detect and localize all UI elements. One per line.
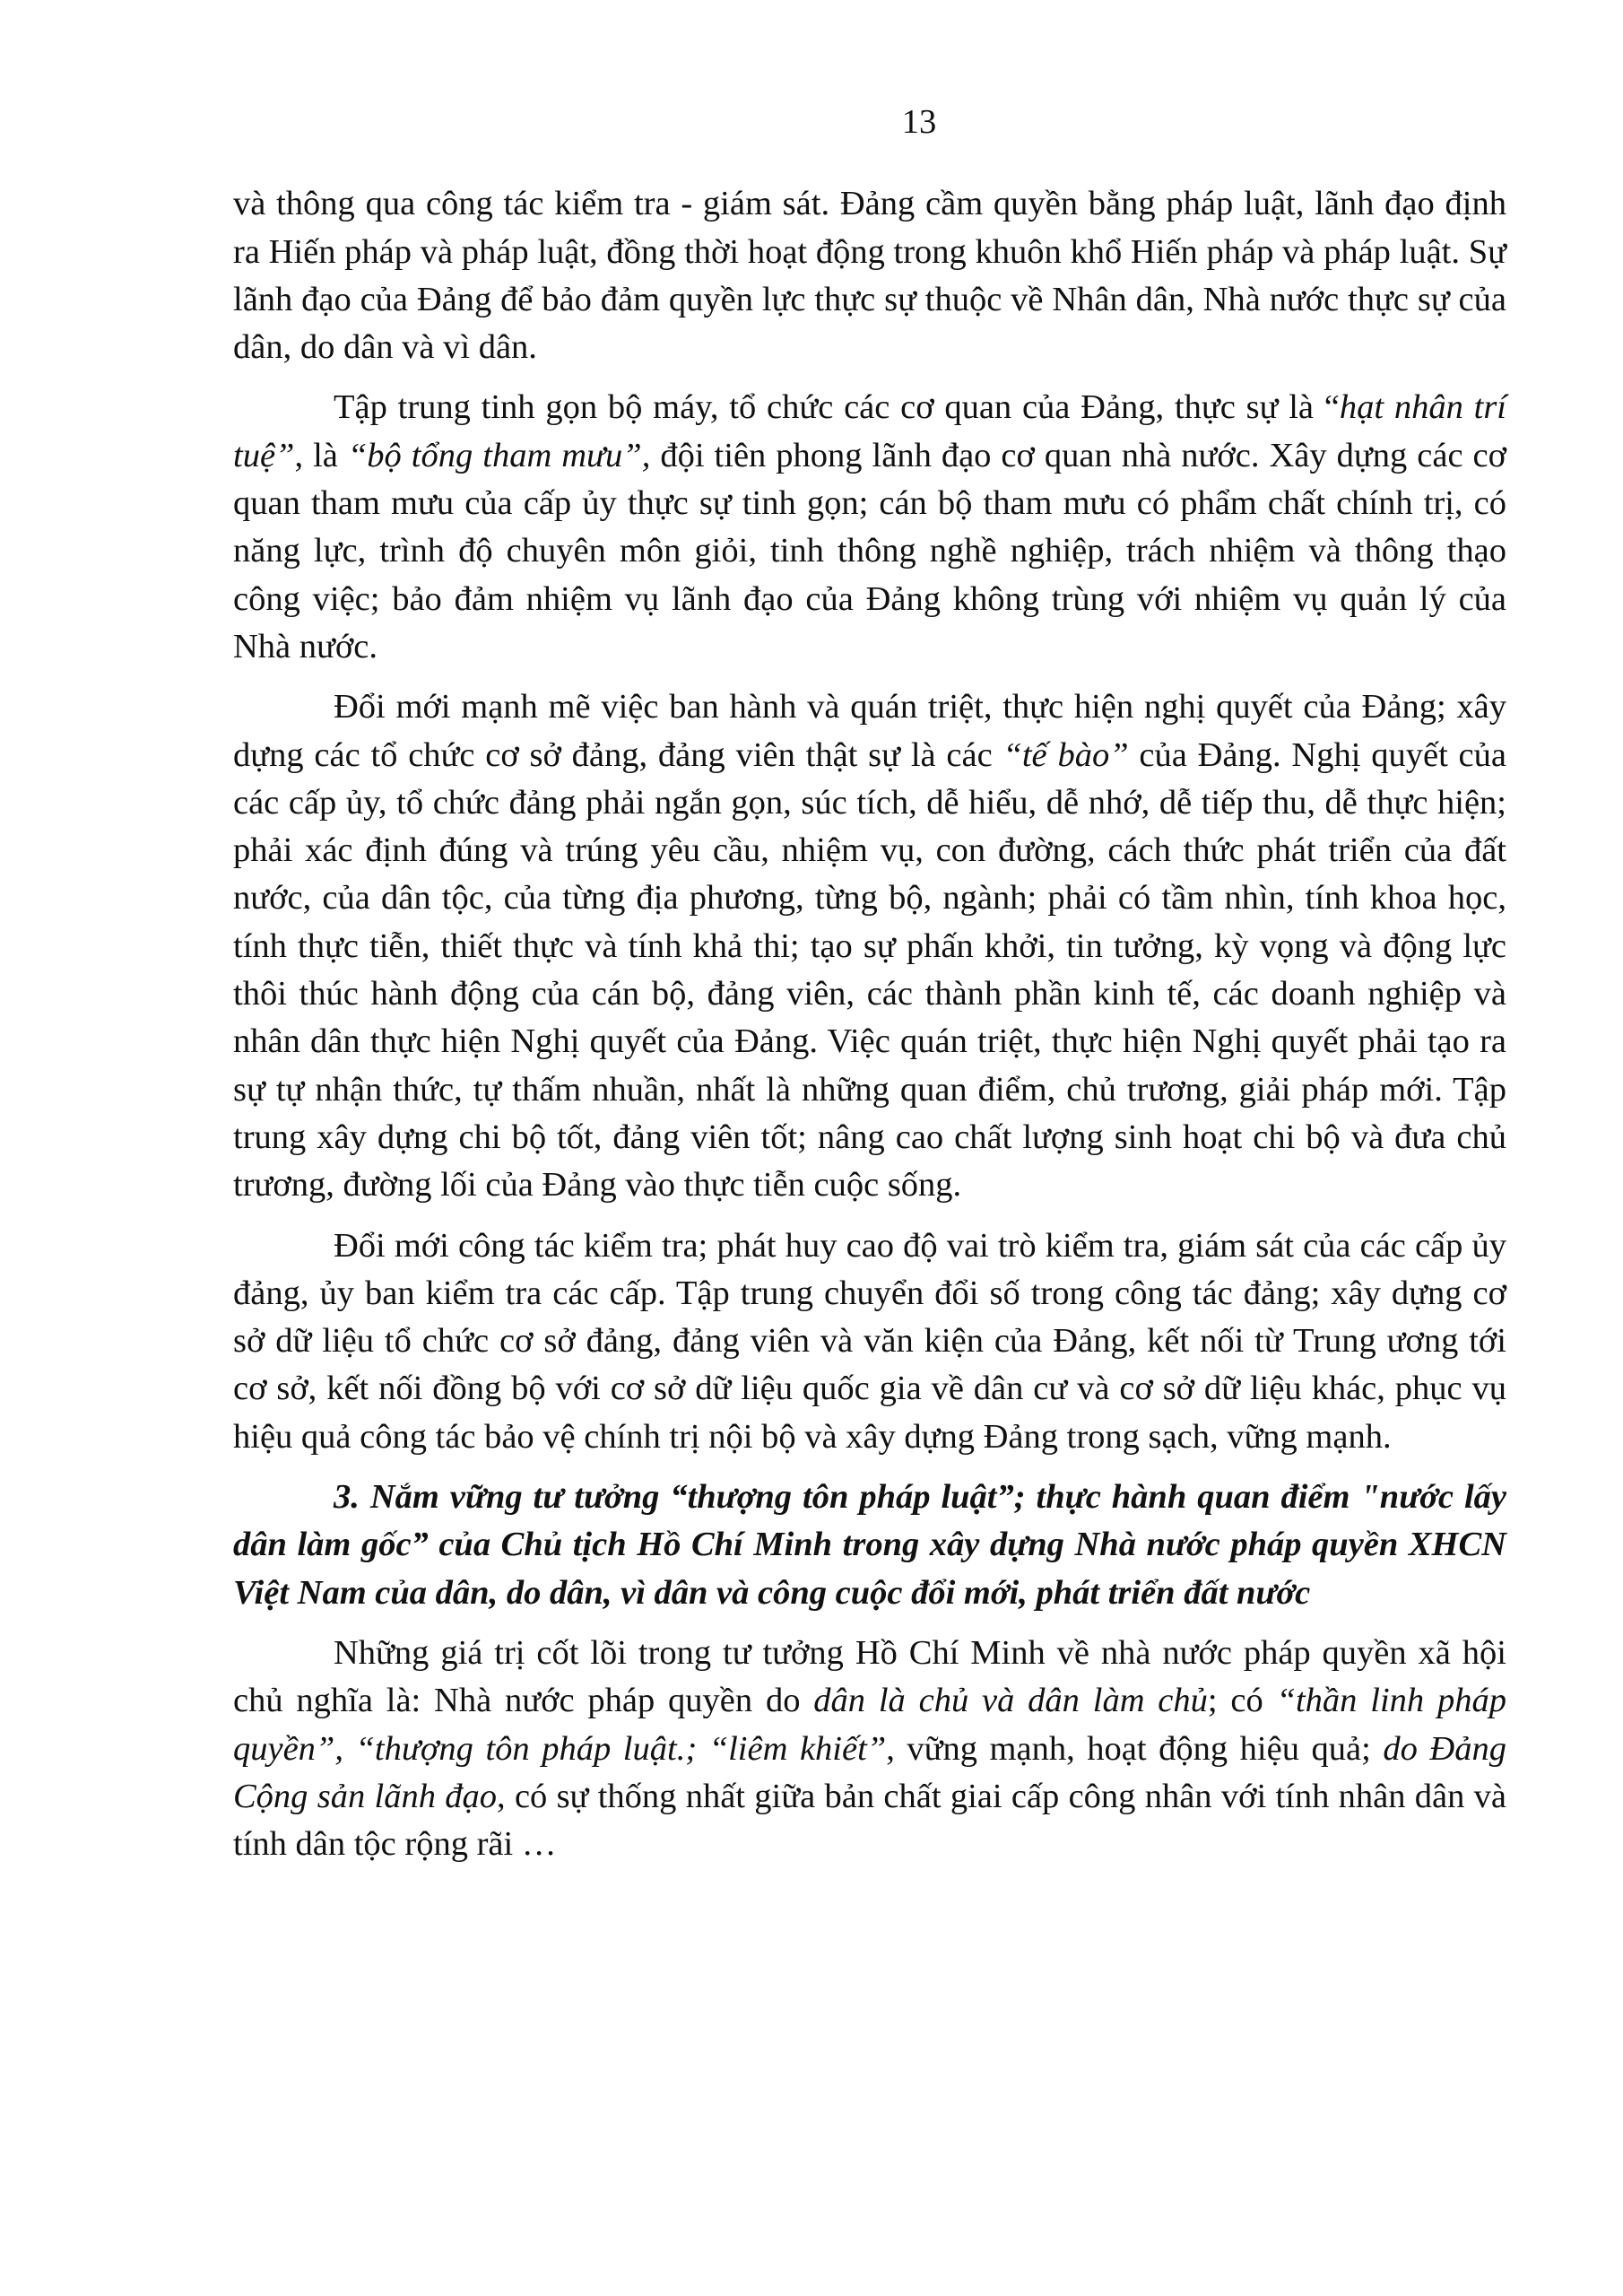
paragraph-2 bbox=[233, 384, 1506, 671]
italic-span: dân là chủ và dân làm chủ bbox=[813, 1682, 1208, 1720]
paragraph-4: Đổi mới công tác kiểm tra; phát huy cao độ vai trò kiểm tra, giám sát của các cấp ủy đảng, ủy ban kiểm tra các cấp. Tập trung chuyển đổi số trong công tác đảng; xây dựng cơ sở dữ liệu tổ chức cơ sở đảng, đảng viên và văn kiện của Đảng, kết nối từ Trung ương tới cơ sở, kết nối đồng bộ với cơ sở dữ liệu quốc gia về dân cư và cơ sở dữ liệu khác, phục vụ hiệu quả công tác bảo vệ chính trị nội bộ và xây dựng Đảng trong sạch, vững mạnh. bbox=[233, 1226, 1506, 1456]
paragraph-3 bbox=[233, 683, 1506, 1209]
text-span: Đổi mới mạnh mẽ việc ban hành và quán triệt, thực hiện nghị quyết của Đảng; xây dựng các tổ chức cơ sở đảng, đảng viên thật sự là các bbox=[233, 688, 1506, 774]
text-span: Tập trung tinh gọn bộ máy, tổ chức các cơ quan của Đảng, thực sự là “ bbox=[334, 388, 1340, 427]
section-heading: 3. Nắm vững tư tưởng “thượng tôn pháp luật”; thực hành quan điểm "nước lấy dân làm gốc” của Chủ tịch Hồ Chí Minh trong xây dựng Nhà nước pháp quyền XHCN Việt Nam của dân, do dân, vì dân và công cuộc đổi mới, phát triển đất nước bbox=[233, 1478, 1506, 1612]
italic-span: “thần linh pháp quyền”, “thượng tôn pháp luật.; “liêm khiết” bbox=[233, 1682, 1506, 1768]
text-span: đội tiên phong lãnh đạo cơ quan nhà nước. Xây dựng các cơ quan tham mưu của cấp ủy thực sự tinh gọn; cán bộ tham mưu có phẩm chất chính trị, có năng lực, trình độ chuyên môn giỏi, tinh thông nghề nghiệp, trách nhiệm và thông thạo công việc; bảo đảm nhiệm vụ lãnh đạo của Đảng không trùng với nhiệm vụ quản lý của Nhà nước. bbox=[233, 436, 1506, 665]
text-span: của Đảng. Nghị quyết của các cấp ủy, tổ chức đảng phải ngắn gọn, súc tích, dễ hiểu, dễ nhớ, dễ tiếp thu, dễ thực hiện; phải xác định đúng và trúng yêu cầu, nhiệm vụ, con đường, cách thức phát triển của đất nước, của dân tộc, của từng địa phương, từng bộ, ngành; phải có tầm nhìn, tính khoa học, tính thực tiễn, thiết thực và tính khả thi; tạo sự phấn khởi, tin tưởng, kỳ vọng và động lực thôi thúc hành động của cán bộ, đảng viên, các thành phần kinh tế, các doanh nghiệp và nhân dân thực hiện Nghị quyết của Đảng. Việc quán triệt, thực hiện Nghị quyết phải tạo ra sự tự nhận thức, tự thấm nhuần, nhất là những quan điểm, chủ trương, giải pháp mới. Tập trung xây dựng chi bộ tốt, đảng viên tốt; nâng cao chất lượng sinh hoạt chi bộ và đưa chủ trương, đường lối của Đảng vào thực tiễn cuộc sống. bbox=[233, 735, 1506, 1205]
italic-span: do Đảng Cộng sản lãnh đạo bbox=[233, 1729, 1506, 1815]
text-span: , có sự thống nhất giữa bản chất giai cấp công nhân với tính nhân dân và tính dân tộc rộng rãi … bbox=[233, 1777, 1507, 1864]
page-number: 13 bbox=[901, 103, 937, 141]
italic-span: hạt nhân trí tuệ” bbox=[233, 388, 1507, 474]
text-span: , vững mạnh, hoạt động hiệu quả; bbox=[886, 1729, 1384, 1768]
document-page bbox=[233, 99, 1506, 1881]
text-span: , là bbox=[294, 436, 348, 474]
paragraph-1: và thông qua công tác kiểm tra - giám sát. Đảng cầm quyền bằng pháp luật, lãnh đạo định ra Hiến pháp và pháp luật, đồng thời hoạt động trong khuôn khổ Hiến pháp và pháp luật. Sự lãnh đạo của Đảng để bảo đảm quyền lực thực sự thuộc về Nhân dân, Nhà nước thực sự của dân, do dân và vì dân. bbox=[233, 185, 1506, 367]
italic-span: “tế bào” bbox=[1002, 735, 1129, 774]
paragraph-5 bbox=[233, 1630, 1506, 1868]
text-span: ; có bbox=[1207, 1682, 1277, 1720]
text-span: Những giá trị cốt lõi trong tư tưởng Hồ Chí Minh về nhà nước pháp quyền xã hội chủ nghĩa là: Nhà nước pháp quyền do bbox=[233, 1633, 1506, 1720]
italic-span: “bộ tổng tham mưu”, bbox=[347, 436, 651, 474]
